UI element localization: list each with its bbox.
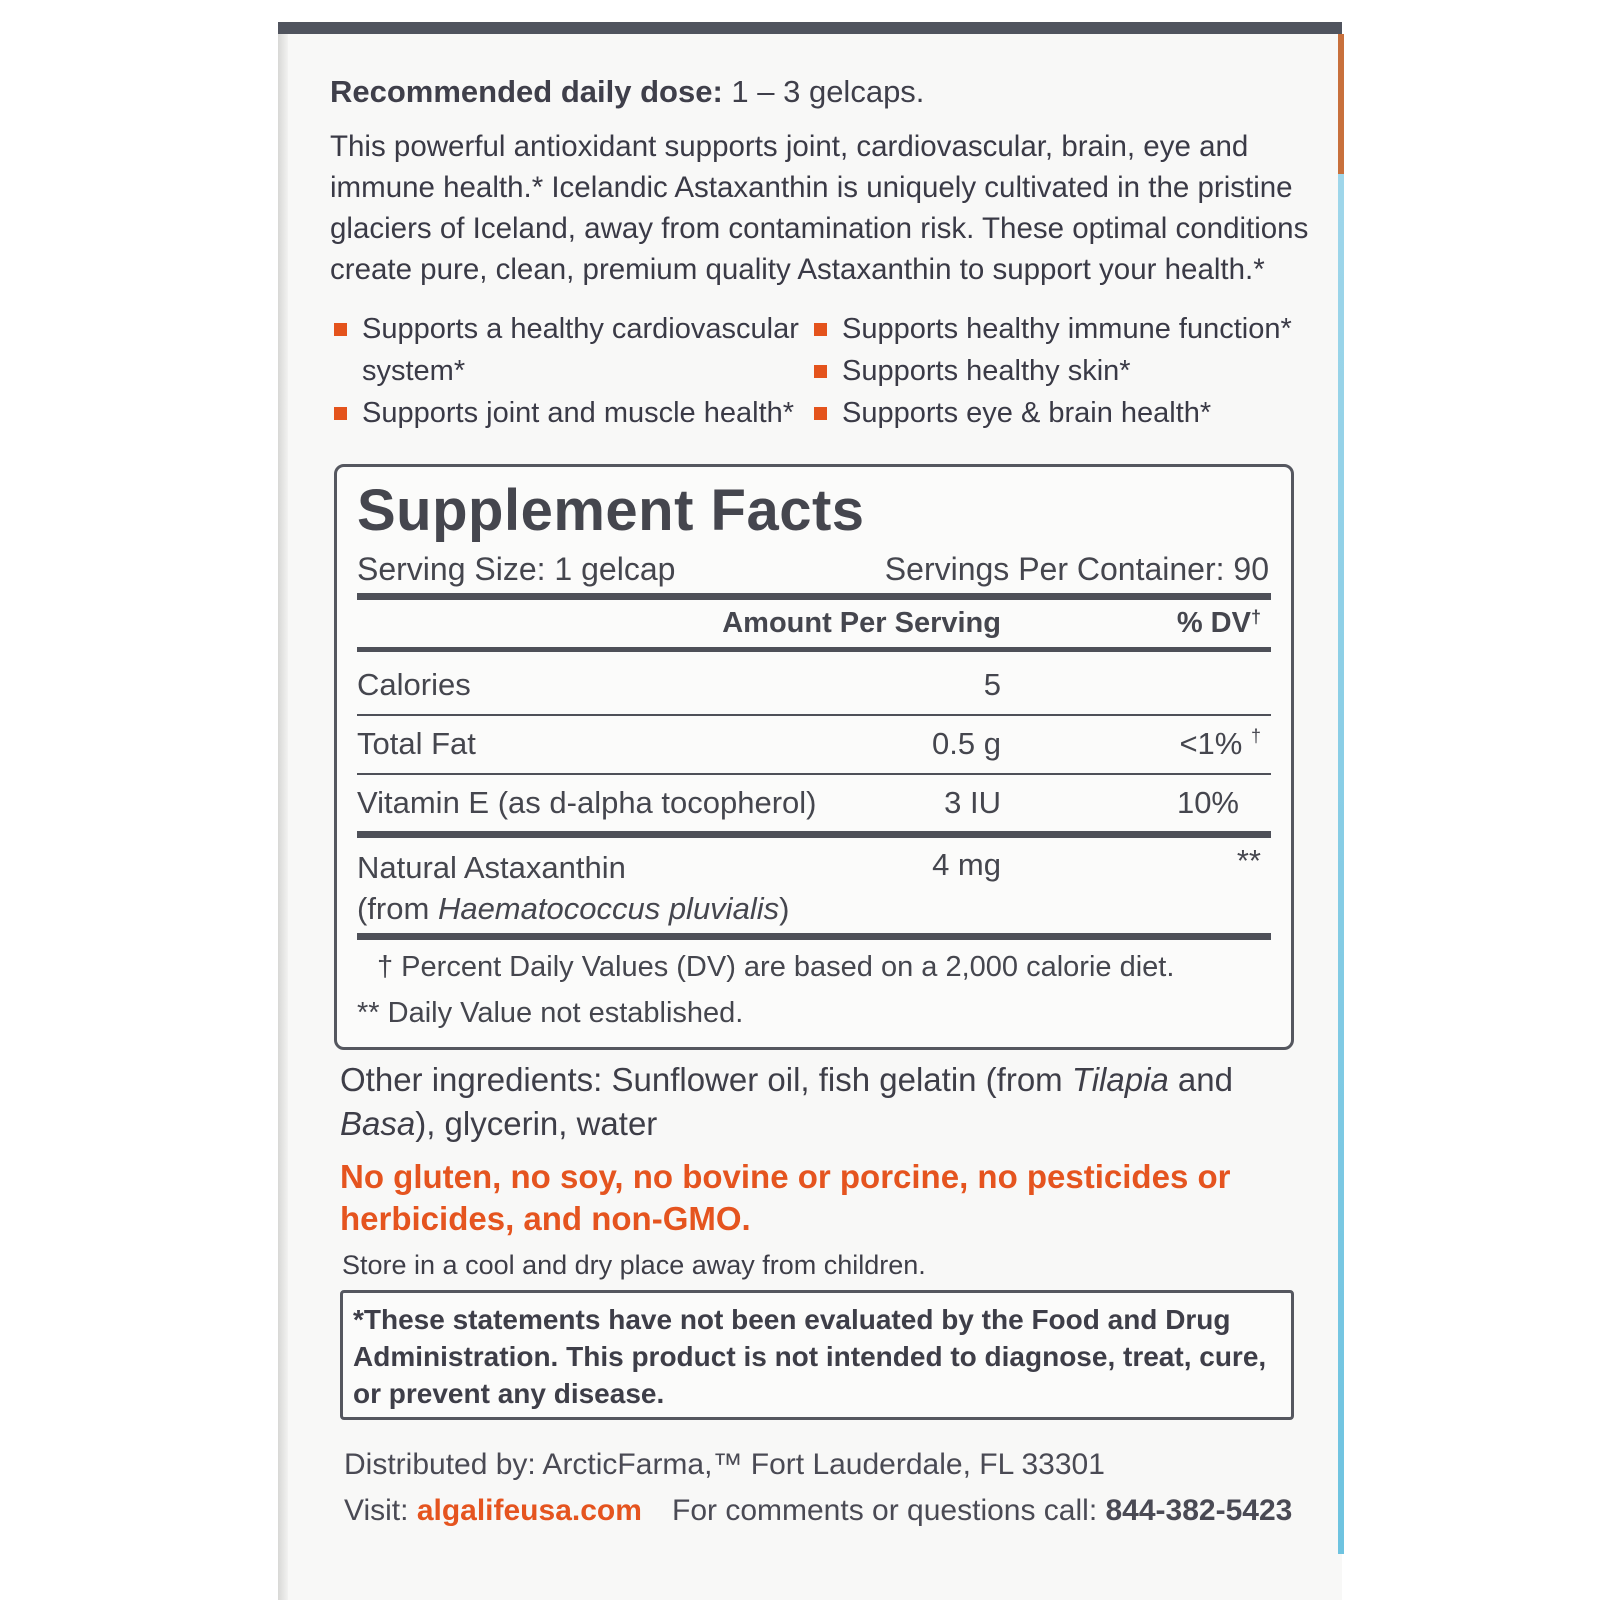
nutrient-source <box>357 888 789 929</box>
nutrient-label: Natural Astaxanthin <box>357 850 626 885</box>
dv-header-dagger: † <box>1250 607 1261 627</box>
footnote-not-established: ** Daily Value not established. <box>357 997 744 1029</box>
nutrient-dv <box>1179 726 1261 762</box>
nutrient-amount: 3 IU <box>944 785 1001 820</box>
distributor: Distributed by: ArcticFarma,™ Fort Lauderdale, FL 33301 <box>344 1448 1105 1481</box>
contact-line <box>672 1494 1292 1528</box>
source-species: Haematococcus pluvialis <box>437 891 780 926</box>
benefit-item <box>810 350 1330 392</box>
serving-size: Serving Size: 1 gelcap <box>357 551 676 587</box>
visit-label: Visit: <box>344 1494 417 1527</box>
phone-number[interactable]: 844-382-5423 <box>1105 1494 1293 1527</box>
other-ingredients <box>340 1058 1300 1146</box>
nutrient-label: Vitamin E (as d-alpha tocopherol) <box>357 785 817 820</box>
supplement-facts-panel <box>334 464 1294 1050</box>
other-ingredients-text: Other ingredients: Sunflower oil, fish gelatin (from <box>340 1061 1072 1098</box>
benefit-text: Supports a healthy cardiovascular system* <box>362 313 799 387</box>
benefit-text: Supports joint and muscle health* <box>362 397 795 429</box>
nutrient-amount: 4 mg <box>932 847 1001 882</box>
source-prefix: (from <box>357 891 438 926</box>
benefit-text: Supports healthy skin* <box>842 355 1131 387</box>
orange-square-icon <box>814 323 827 336</box>
other-ingredients-text: and <box>1168 1061 1233 1098</box>
package-right-edge-blue <box>1338 174 1344 1554</box>
dv-header-label: % DV <box>1176 607 1251 639</box>
orange-square-icon <box>814 365 827 378</box>
free-from-statement: No gluten, no soy, no bovine or porcine, no pesticides or herbicides, and non-GMO. <box>340 1158 1231 1237</box>
servings-per-container: Servings Per Container: 90 <box>884 551 1269 587</box>
nutrient-dv-dagger: † <box>1250 726 1261 746</box>
benefit-text: Supports eye & brain health* <box>842 397 1212 429</box>
thin-rule <box>357 714 1271 716</box>
storage-instructions: Store in a cool and dry place away from children. <box>342 1250 926 1280</box>
visit-line <box>344 1494 642 1528</box>
dose-value: 1 – 3 gelcaps. <box>722 74 925 109</box>
benefit-text: Supports healthy immune function* <box>842 313 1292 345</box>
thick-rule <box>357 933 1271 940</box>
thin-rule <box>357 773 1271 775</box>
website-link[interactable]: algalifeusa.com <box>416 1494 642 1527</box>
fish-species: Tilapia <box>1071 1061 1169 1098</box>
nutrient-dv: ** <box>1236 843 1261 878</box>
benefit-item <box>330 392 800 434</box>
thick-rule <box>357 831 1271 838</box>
recommended-dose <box>330 74 924 110</box>
source-suffix: ) <box>779 891 790 926</box>
orange-square-icon <box>334 407 347 420</box>
package-left-edge <box>278 34 288 1600</box>
nutrient-amount: 5 <box>983 667 1001 702</box>
orange-square-icon <box>334 323 347 336</box>
facts-title: Supplement Facts <box>357 478 865 543</box>
amount-per-serving-header: Amount Per Serving <box>722 607 1001 639</box>
medium-rule <box>357 647 1271 652</box>
fish-species: Basa <box>340 1105 416 1142</box>
nutrient-dv-value: <1% <box>1179 726 1243 761</box>
nutrient-label: Total Fat <box>357 726 476 761</box>
benefit-item <box>810 392 1330 434</box>
benefit-item <box>330 308 800 392</box>
benefit-column-left <box>330 308 800 434</box>
nutrient-label-block <box>357 847 789 929</box>
fda-disclaimer: *These statements have not been evaluated by the Food and Drug Administration. This product is not intended to diagnose, treat, cure, or prevent any disease. <box>353 1304 1267 1409</box>
package-right-edge-orange <box>1338 34 1344 174</box>
dv-header <box>1177 607 1261 640</box>
nutrient-label: Calories <box>357 667 471 702</box>
orange-square-icon <box>814 407 827 420</box>
call-label: For comments or questions call: <box>672 1494 1106 1527</box>
other-ingredients-text: ), glycerin, water <box>415 1105 658 1142</box>
dose-label: Recommended daily dose: <box>330 74 723 109</box>
benefit-column-right <box>810 308 1330 434</box>
thick-rule <box>357 593 1271 600</box>
fda-disclaimer-box <box>340 1290 1294 1420</box>
benefit-item <box>810 308 1330 350</box>
nutrient-amount: 0.5 g <box>932 726 1001 761</box>
nutrient-dv: 10% <box>1176 785 1239 820</box>
product-description: This powerful antioxidant supports joint, cardiovascular, brain, eye and immune health.* Icelandic Astaxanthin is uniquely cultivated in the pristine glaciers of Iceland, away from contamination risk. These optimal conditions create pure, clean, premium quality Astaxanthin to support your health.* <box>330 130 1309 286</box>
footnote-dv: † Percent Daily Values (DV) are based on a 2,000 calorie diet. <box>377 951 1175 983</box>
